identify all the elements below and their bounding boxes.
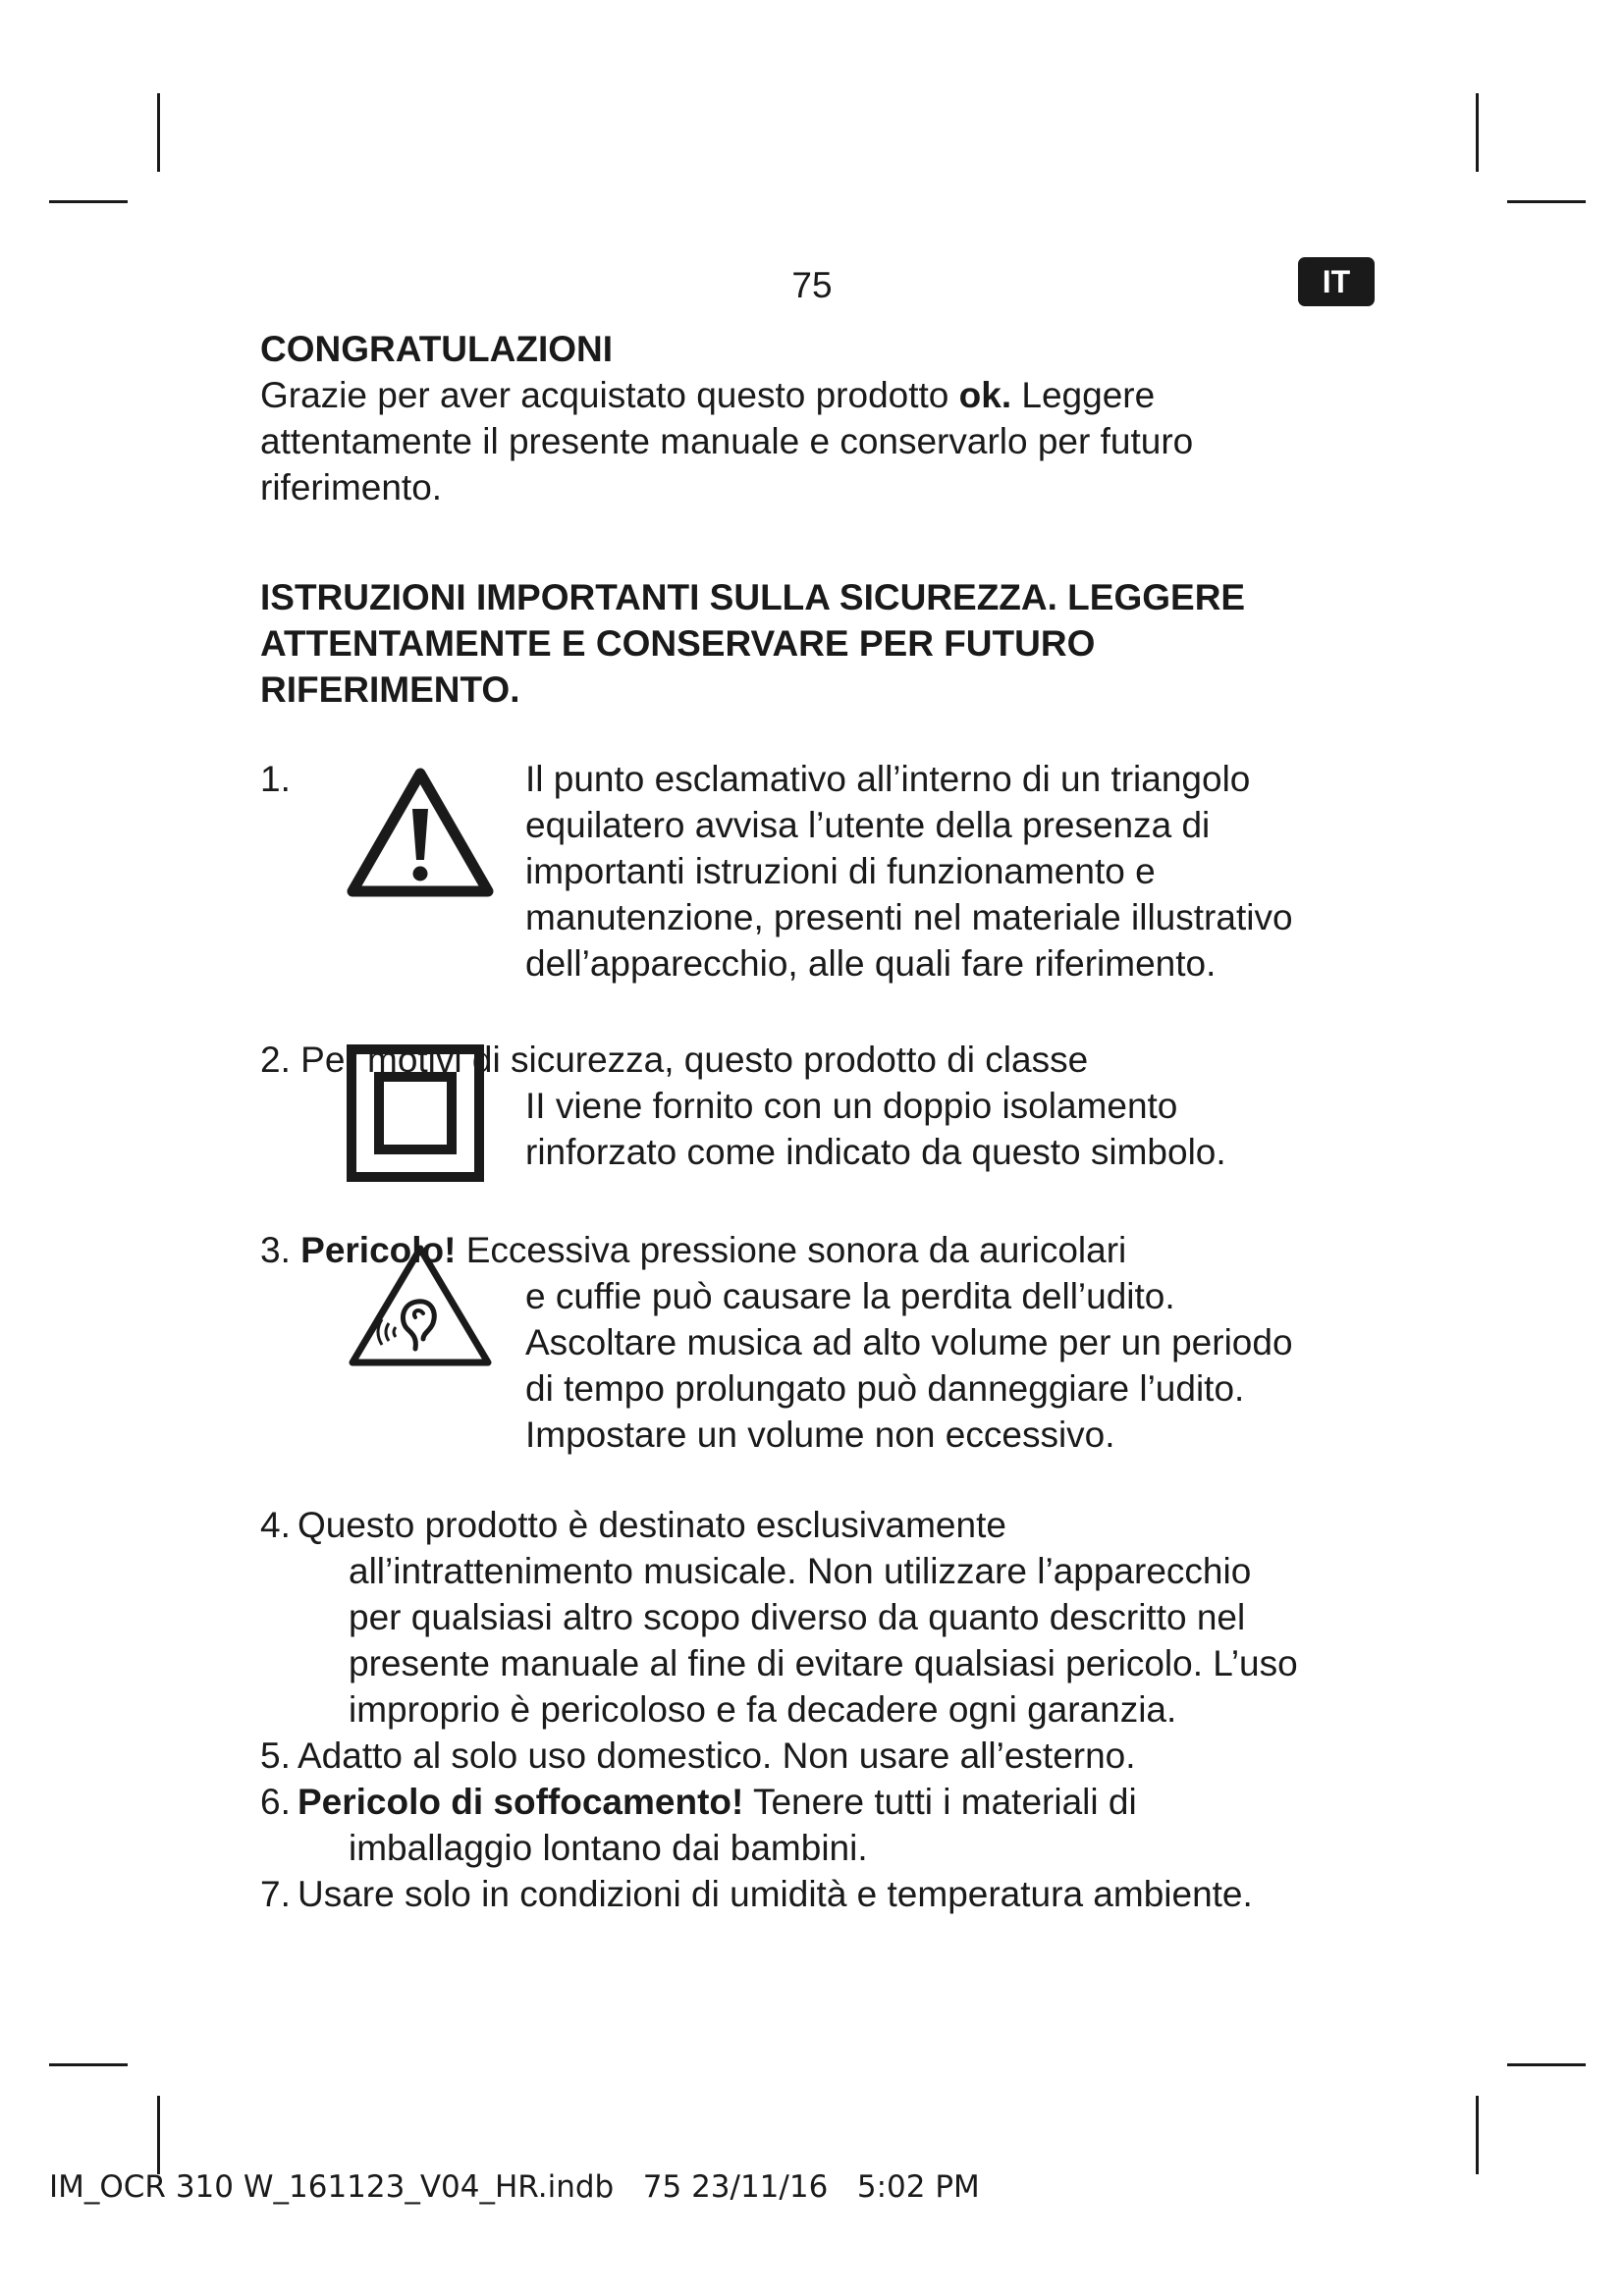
item-line: Adatto al solo uso domestico. Non usare all’esterno. xyxy=(298,1735,1136,1776)
item-line: Pericolo di soffocamento! Tenere tutti i materiali di xyxy=(298,1782,1137,1822)
safety-heading xyxy=(260,574,1370,713)
safety-heading-line: ATTENTAMENTE E CONSERVARE PER FUTURO xyxy=(260,623,1096,664)
item-text xyxy=(525,1083,1226,1175)
item-number: 5. xyxy=(260,1735,291,1776)
item-first-line: 3. Pericolo! Eccessiva pressione sonora da auricolari xyxy=(260,1230,1127,1270)
item-line: Il punto esclamativo all’interno di un triangolo xyxy=(525,759,1251,799)
safety-item-5 xyxy=(260,1733,1370,1779)
item-number: 2. xyxy=(260,1040,291,1080)
safety-item-7 xyxy=(260,1871,1370,1917)
item-line: imballaggio lontano dai bambini. xyxy=(349,1828,868,1868)
item-number: 7. xyxy=(260,1874,291,1914)
item-line: equilatero avvisa l’utente della presenza di xyxy=(525,805,1211,845)
item-line: all’intrattenimento musicale. Non utilizzare l’apparecchio xyxy=(349,1551,1252,1591)
page-number: 75 xyxy=(791,265,833,305)
item-line: e cuffie può causare la perdita dell’udito. xyxy=(525,1276,1175,1316)
crop-mark xyxy=(1507,2063,1586,2066)
item-text xyxy=(525,1273,1293,1458)
danger-label: Pericolo! xyxy=(300,1230,457,1270)
congratulations-line-2: attentamente il presente manuale e conservarlo per futuro xyxy=(260,421,1194,461)
item-line: per qualsiasi altro scopo diverso da quanto descritto nel xyxy=(349,1597,1246,1637)
item-line: di tempo prolungato può danneggiare l’udito. xyxy=(525,1368,1245,1409)
crop-mark xyxy=(1476,93,1479,172)
safety-item-6 xyxy=(260,1779,1370,1871)
item-number: 3. xyxy=(260,1230,291,1270)
item-line: dell’apparecchio, alle quali fare riferimento. xyxy=(525,943,1217,984)
congratulations-line-3: riferimento. xyxy=(260,467,443,507)
item-line: manutenzione, presenti nel materiale illustrativo xyxy=(525,897,1293,937)
item-line: Impostare un volume non eccessivo. xyxy=(525,1415,1115,1455)
item-line: presente manuale al fine di evitare qualsiasi pericolo. L’uso xyxy=(349,1643,1298,1683)
item-line: II viene fornito con un doppio isolamento xyxy=(525,1086,1178,1126)
item-line: importanti istruzioni di funzionamento e xyxy=(525,851,1156,891)
crop-mark xyxy=(157,93,160,172)
crop-mark xyxy=(1476,2096,1479,2174)
item-line: rinforzato come indicato da questo simbolo. xyxy=(525,1132,1226,1172)
brand-name: ok. xyxy=(958,375,1012,415)
safety-heading-line: RIFERIMENTO. xyxy=(260,669,520,710)
safety-item-4 xyxy=(260,1502,1370,1733)
item-number: 6. xyxy=(260,1782,291,1822)
item-first-line: 2. Per motivi di sicurezza, questo prodotto di classe xyxy=(260,1040,1089,1080)
danger-label: Pericolo di soffocamento! xyxy=(298,1782,744,1822)
crop-mark xyxy=(49,2063,128,2066)
safety-list xyxy=(260,1502,1370,1917)
print-slug: IM_OCR 310 W_161123_V04_HR.indb 75 23/11/16 5:02 PM xyxy=(49,2169,980,2205)
item-line: Usare solo in condizioni di umidità e temperatura ambiente. xyxy=(298,1874,1253,1914)
item-line: Questo prodotto è destinato esclusivamente xyxy=(298,1505,1006,1545)
congratulations-title: CONGRATULAZIONI xyxy=(260,329,613,369)
crop-mark xyxy=(1507,200,1586,203)
safety-heading-line: ISTRUZIONI IMPORTANTI SULLA SICUREZZA. LEGGERE xyxy=(260,577,1246,617)
item-line: Ascoltare musica ad alto volume per un periodo xyxy=(525,1322,1293,1362)
congratulations-line-1: Grazie per aver acquistato questo prodotto ok. Leggere xyxy=(260,375,1156,415)
crop-mark xyxy=(157,2096,160,2174)
language-badge: IT xyxy=(1298,257,1375,306)
warning-triangle-icon xyxy=(347,766,494,901)
item-number: 1. xyxy=(260,759,291,799)
crop-mark xyxy=(49,200,128,203)
item-number: 4. xyxy=(260,1505,291,1545)
item-text xyxy=(525,756,1293,987)
congratulations-section xyxy=(260,326,1370,510)
item-line: improprio è pericoloso e fa decadere ogni garanzia. xyxy=(349,1689,1177,1730)
